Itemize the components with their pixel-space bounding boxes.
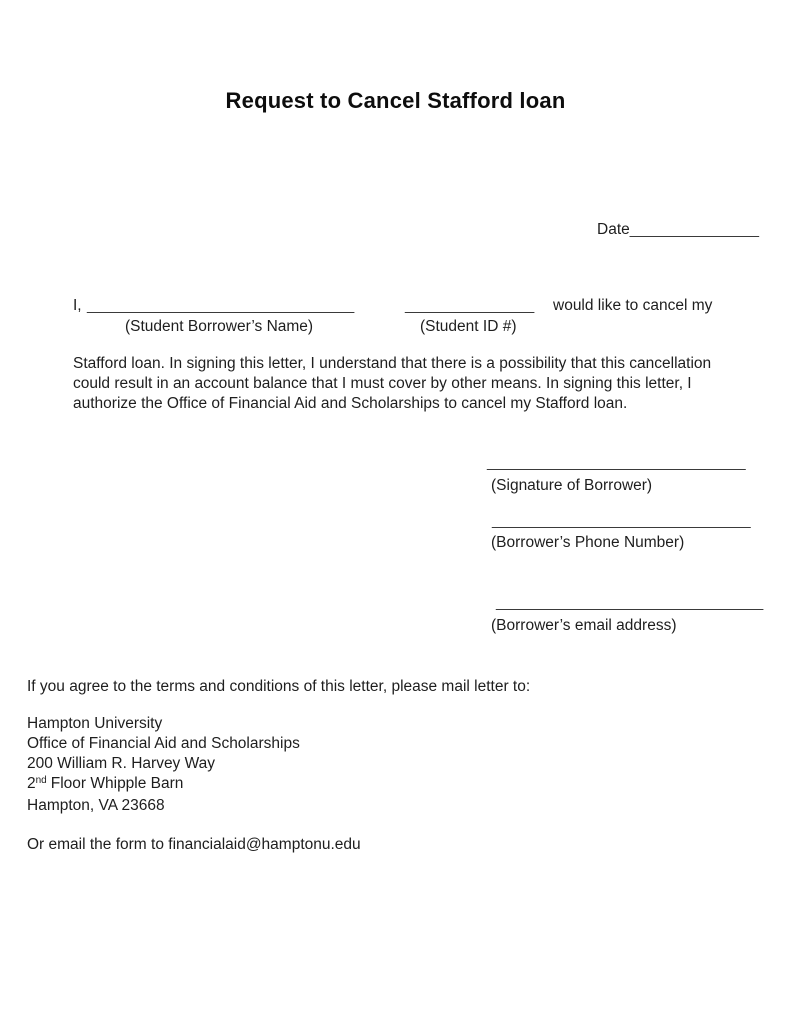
address-line: Hampton, VA 23668 [27, 797, 165, 814]
body-line: Stafford loan. In signing this letter, I understand that there is a possibility that this cancellation [73, 355, 712, 372]
student-name-blank[interactable]: _______________________________ [87, 297, 355, 314]
email-instruction: Or email the form to financialaid@hamptonu.edu [27, 836, 361, 853]
email-label: (Borrower’s email address) [491, 617, 677, 634]
student-id-label: (Student ID #) [420, 318, 517, 335]
address-line [27, 774, 300, 796]
intro-prefix: I, [73, 297, 82, 314]
date-row [597, 221, 759, 239]
mailing-address [27, 714, 300, 816]
body-line: authorize the Office of Financial Aid and Scholarships to cancel my Stafford loan. [73, 395, 628, 412]
address-line: 200 William R. Harvey Way [27, 755, 216, 772]
signature-label: (Signature of Borrower) [491, 477, 653, 494]
phone-blank[interactable]: ______________________________ [492, 512, 751, 529]
address-floor-number: 2 [27, 775, 36, 792]
address-floor-rest: Floor Whipple Barn [50, 775, 184, 792]
date-label: Date [597, 221, 630, 238]
date-blank[interactable]: _______________ [629, 221, 760, 238]
address-line: Hampton University [27, 715, 163, 732]
student-id-blank[interactable]: _______________ [405, 297, 535, 314]
email-blank[interactable]: _______________________________ [496, 594, 764, 611]
address-line: Office of Financial Aid and Scholarships [27, 735, 300, 752]
phone-label: (Borrower’s Phone Number) [491, 534, 685, 551]
body-line: could result in an account balance that I must cover by other means. In signing this letter, I [73, 375, 692, 392]
body-paragraph [73, 354, 711, 414]
mailing-instruction: If you agree to the terms and conditions of this letter, please mail letter to: [27, 678, 531, 695]
student-name-label: (Student Borrower’s Name) [125, 318, 314, 335]
intro-suffix: would like to cancel my [553, 297, 713, 314]
page-title: Request to Cancel Stafford loan [225, 88, 566, 113]
signature-blank[interactable]: ______________________________ [487, 454, 746, 471]
address-floor-ordinal: nd [35, 775, 47, 786]
